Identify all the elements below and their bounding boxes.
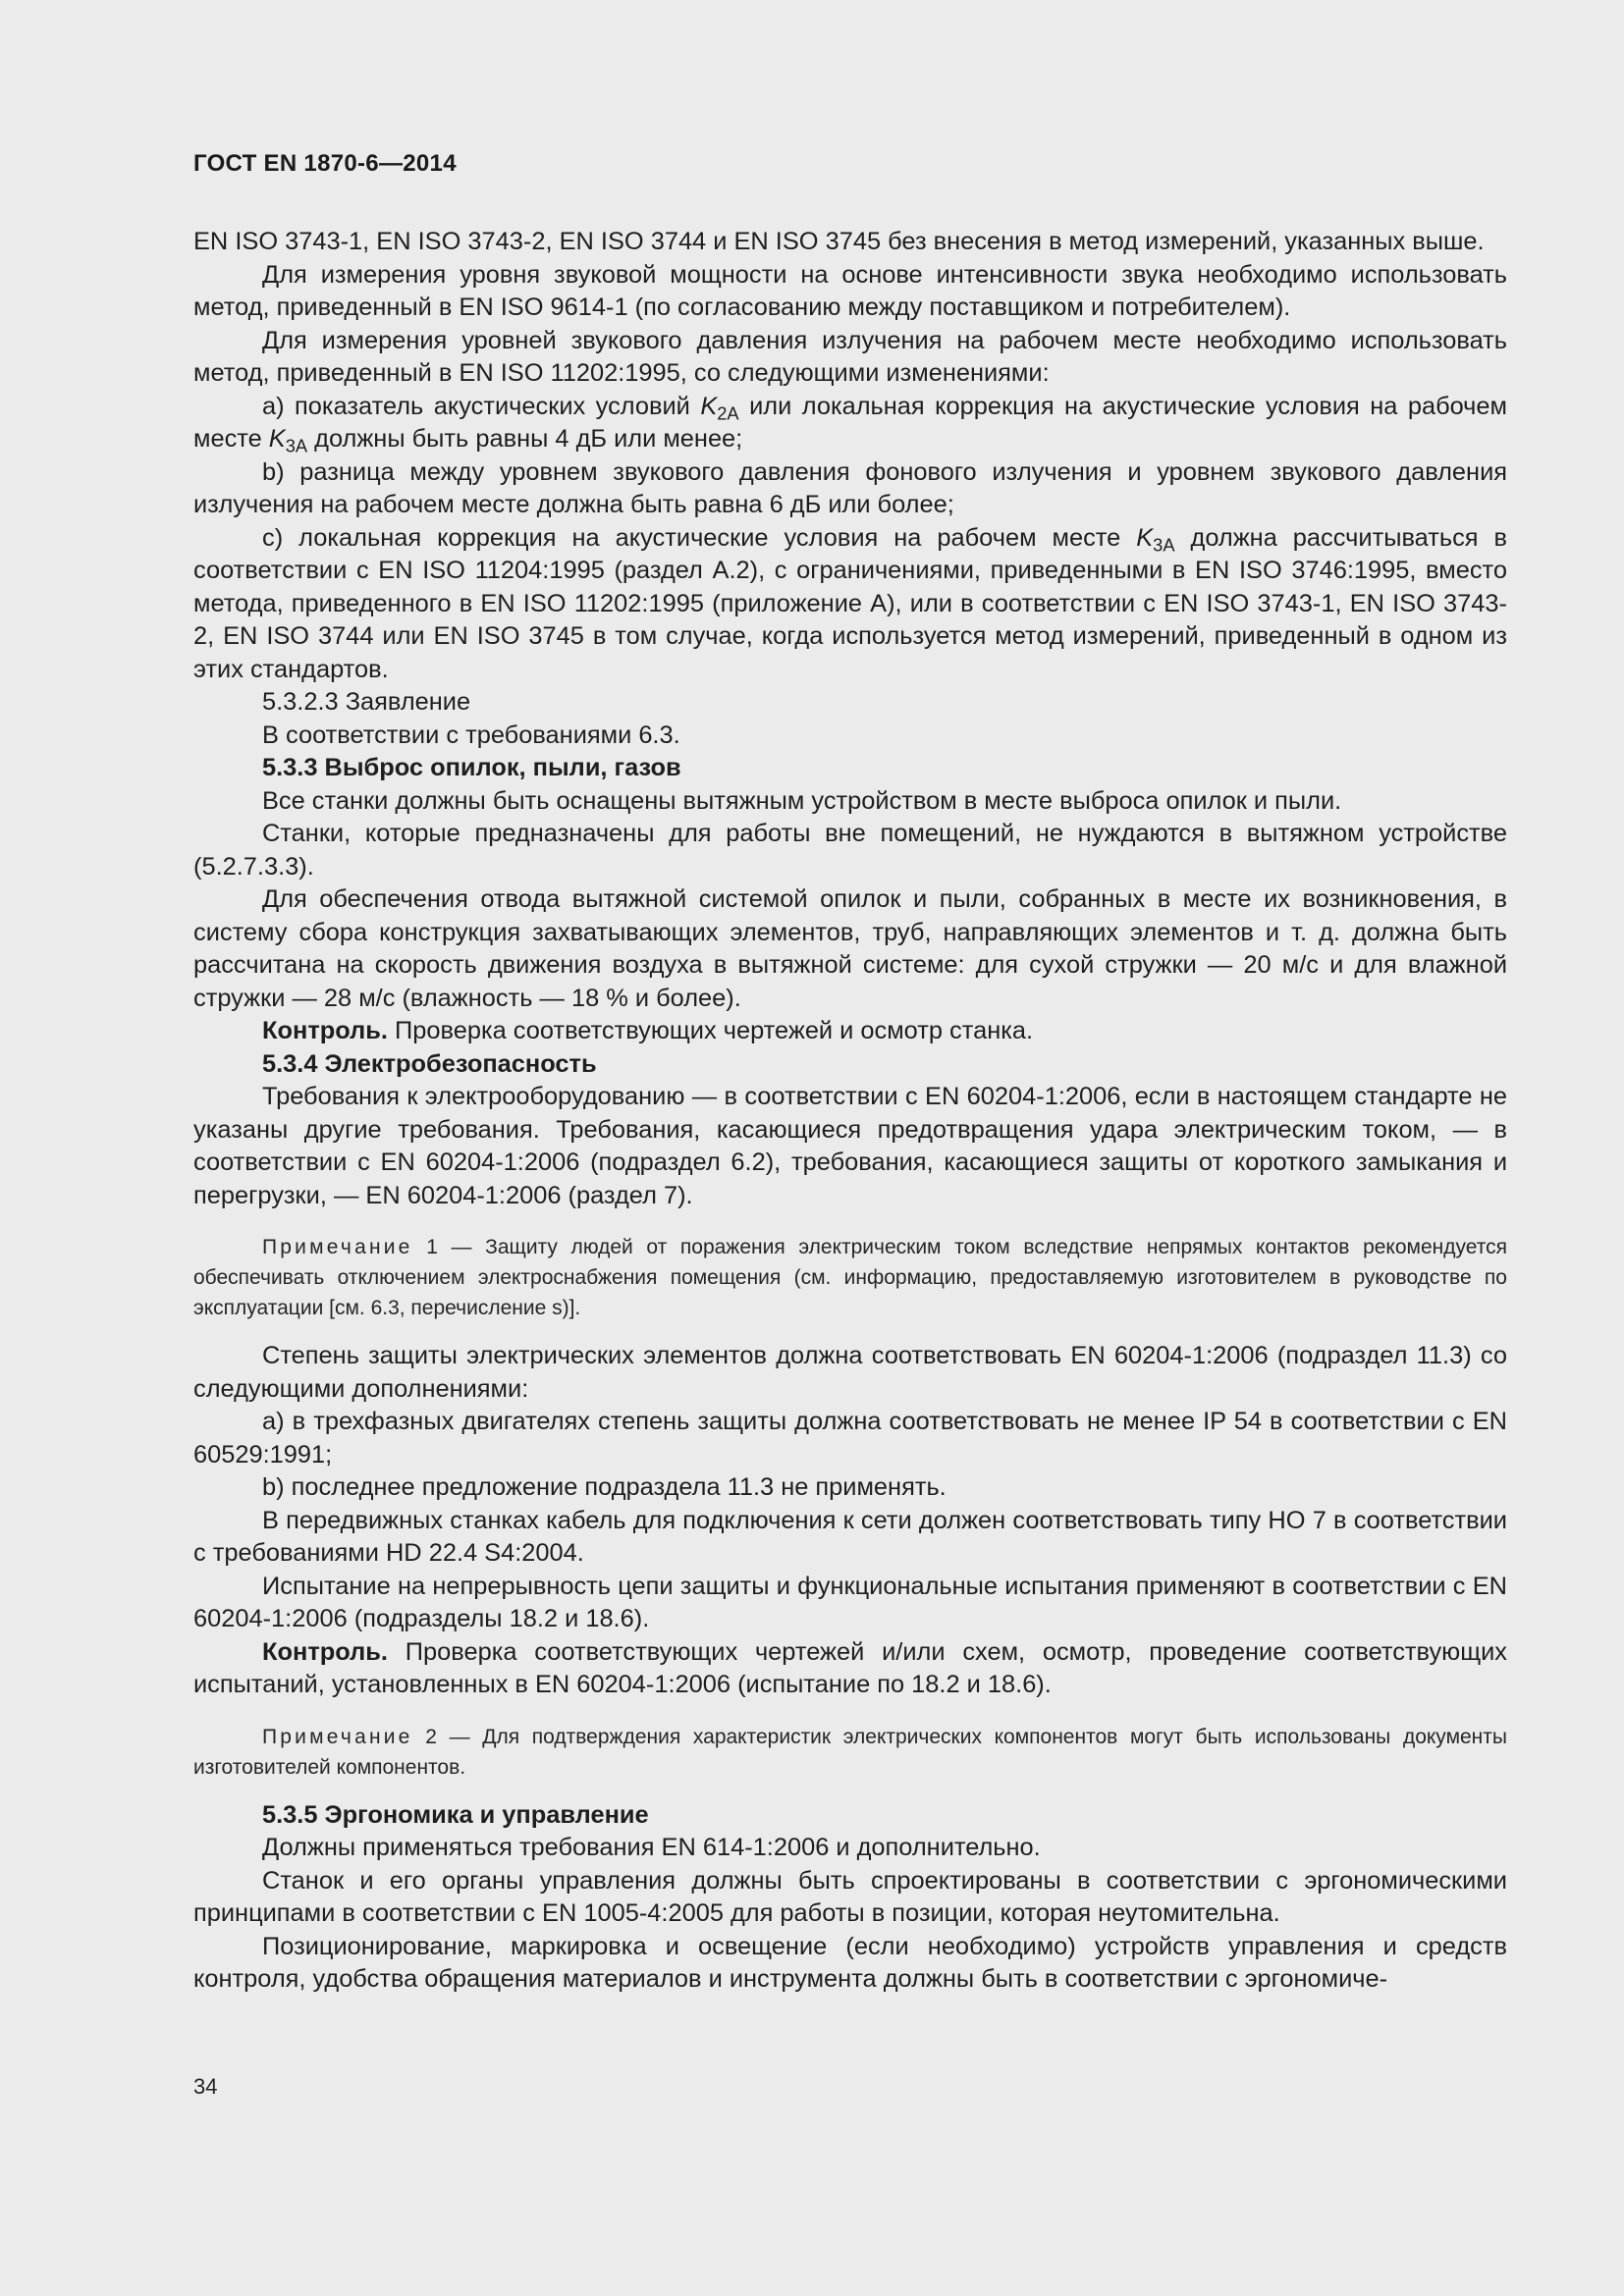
list-item-a-text-3: должны быть равны 4 дБ или менее; [307,425,743,453]
section-heading-5-3-3: 5.3.3 Выброс опилок, пыли, газов [262,754,681,781]
paragraph-measurement-methods-continued: EN ISO 3743-1, EN ISO 3743-2, EN ISO 3744 и EN ISO 3745 без внесения в метод измерений, указанных выше. [193,228,1485,255]
paragraph-continuity-test: Испытание на непрерывность цепи защиты и функциональные испытания применяют в соответствии с EN 60204-1:2006 (подразделы 18.2 и 18.6). [193,1572,1507,1632]
note-label: Примечание [262,1236,413,1258]
list-item-c-local-correction [193,522,1507,687]
symbol-k2a: $K_{2A}$ [700,392,739,423]
list-item-b-background-noise: b) разница между уровнем звукового давления фонового излучения и уровнем звукового давления излучения на рабочем месте должна быть равна 6 дБ или более; [193,457,1507,518]
paragraph-verification-2 [193,1636,1507,1702]
document-body [193,226,1507,1997]
paragraph-air-velocity: Для обеспечения отвода вытяжной системой опилок и пыли, собранных в месте их возникновения, в систему сбора конструкция захватывающих элементов, труб, направляющих элементов и т. д. должна быть рассчитана на скорость движения воздуха в вытяжной системе: для сухой стружки — 20 м/с и для влажной стружки — 28 м/с (влажность — 18 % и более). [193,885,1507,1012]
list-item-c-text-2: должна рассчитываться в соответствии с EN ISO 11204:1995 (раздел А.2), с ограничениями, приведенными в EN ISO 3746:1995, вместо метода, приведенного в EN ISO 11202:1995 (приложение А), или в соответствии с EN ISO 3743-1, EN ISO 3743-2, EN ISO 3744 или EN ISO 3745 в том случае, когда используется метод измерений, приведенный в одном из этих стандартов. [193,523,1507,683]
paragraph-en-614-requirements: Должны применяться требования EN 614-1:2006 и дополнительно. [262,1834,1041,1861]
paragraph-protection-degree: Степень защиты электрических элементов должна соответствовать EN 60204-1:2006 (подраздел 11.3) со следующими дополнениями: [193,1342,1507,1403]
symbol-k3a: $K_{3A}$ [268,425,308,456]
symbol-k3a: $K_{3A}$ [1136,523,1175,555]
paragraph-emission-sound-pressure: Для измерения уровней звукового давления излучения на рабочем месте необходимо использовать метод, приведенный в EN ISO 11202:1995, со следующими изменениями: [193,326,1507,387]
verification-text: Проверка соответствующих чертежей и/или схем, осмотр, проведение соответствующих испытаний, установленных в EN 60204-1:2006 (испытание по 18.2 и 18.6). [193,1637,1507,1698]
note-text: 2 — Для подтверждения характеристик электрических компонентов могут быть использованы документы изготовителей компонентов. [193,1725,1507,1779]
paragraph-declaration: В соответствии с требованиями 6.3. [262,721,680,749]
list-item-c-text-1: c) локальная коррекция на акустические условия на рабочем месте [262,523,1137,552]
paragraph-extraction-devices: Все станки должны быть оснащены вытяжным устройством в месте выброса опилок и пыли. [262,786,1342,815]
paragraph-sound-power-intensity: Для измерения уровня звуковой мощности на основе интенсивности звука необходимо использовать метод, приведенный в EN ISO 9614-1 (по согласованию между поставщиком и потребителем). [193,260,1507,321]
section-heading-5-3-4: 5.3.4 Электробезопасность [262,1049,597,1078]
verification-text: Проверка соответствующих чертежей и осмотр станка. [387,1017,1034,1044]
subsection-heading-5-3-2-3: 5.3.2.3 Заявление [262,688,471,716]
page-number: 34 [193,2074,218,2099]
paragraph-mobile-machines-cable: В передвижных станках кабель для подключения к сети должен соответствовать типу НО 7 в соответствии с требованиями HD 22.4 S4:2004. [193,1506,1507,1567]
list-item-a-three-phase-motors: a) в трехфазных двигателях степень защиты должна соответствовать не менее IP 54 в соответствии с EN 60529:1991; [193,1408,1507,1468]
section-heading-5-3-5: 5.3.5 Эргономика и управление [262,1800,649,1829]
verification-label: Контроль. [262,1637,388,1666]
note-2 [193,1722,1507,1783]
note-1 [193,1232,1507,1323]
paragraph-outdoor-machines: Станки, которые предназначены для работы вне помещений, не нуждаются в вытяжном устройстве (5.2.7.3.3). [193,820,1507,881]
note-label: Примечание [262,1725,413,1748]
document-header: ГОСТ EN 1870-6—2014 [193,150,457,177]
list-item-b-last-sentence: b) последнее предложение подраздела 11.3 не применять. [262,1473,947,1501]
list-item-a-text-2: или локальная коррекция на акустические условия на рабочем месте [193,392,1507,453]
paragraph-verification-1 [193,1015,1507,1048]
paragraph-electrical-requirements: Требования к электрооборудованию — в соответствии с EN 60204-1:2006, если в настоящем стандарте не указаны другие требования. Требования, касающиеся предотвращения удара электрическим током, — в соответствии с EN 60204-1:2006 (подраздел 6.2), требования, касающиеся защиты от короткого замыкания и перегрузки, — EN 60204-1:2006 (раздел 7). [193,1083,1507,1209]
list-item-a-text-1: a) показатель акустических условий [262,392,701,420]
note-text: 1 — Защиту людей от поражения электрическим током вследствие непрямых контактов рекомендуется обеспечивать отключением электроснабжения помещения (см. информацию, предоставляемую изготовителем в руководстве по эксплуатации [см. 6.3, перечисление s)]. [193,1236,1507,1319]
paragraph-ergonomic-design: Станок и его органы управления должны быть спроектированы в соответствии с эргономическими принципами в соответствии с EN 1005-4:2005 для работы в позиции, которая неутомительна. [193,1866,1507,1927]
list-item-a-acoustic-conditions [193,391,1507,456]
verification-label: Контроль. [262,1017,388,1044]
paragraph-controls-positioning: Позиционирование, маркировка и освещение (если необходимо) устройств управления и средств контроля, удобства обращения материалов и инструмента должны быть в соответствии с эргономиче- [193,1932,1507,1993]
